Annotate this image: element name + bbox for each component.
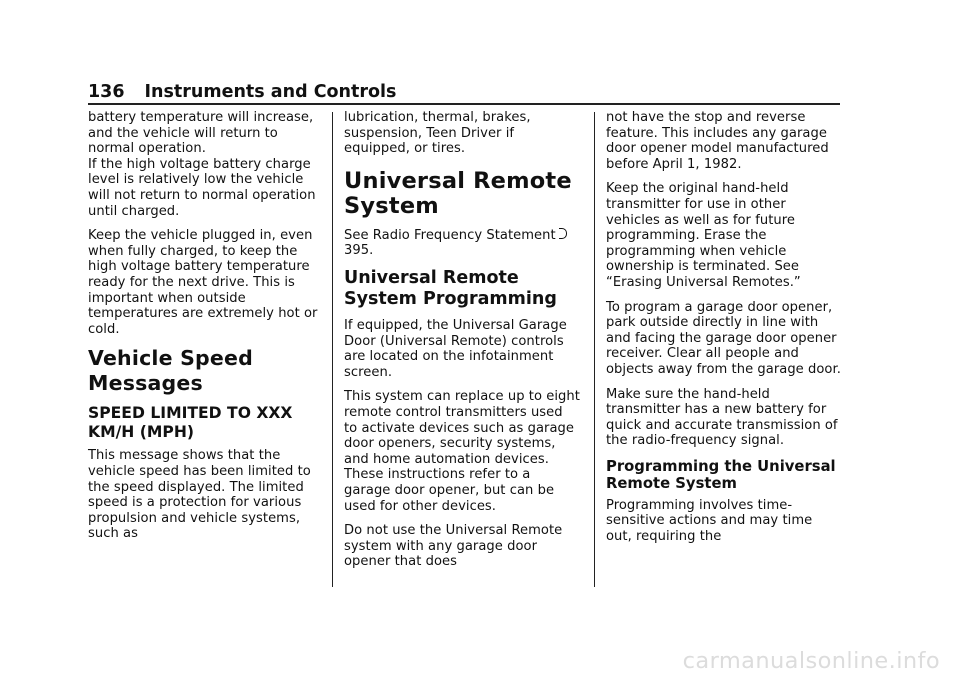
column-divider [594, 112, 595, 587]
paragraph [344, 228, 580, 259]
heading-vehicle-speed-messages: Vehicle Speed Messages [88, 346, 254, 395]
header-rule [88, 103, 840, 105]
section-title: Instruments and Controls [144, 82, 397, 102]
paragraph: This system can replace up to eight remote control transmitters used to activate devices such as garage door openers, security systems, and home automation devices. These instructions refer to a garage door opener, but can be used for other devices. [344, 389, 580, 514]
paragraph: not have the stop and reverse feature. This includes any garage door opener model manufactured before April 1, 1982. [606, 110, 829, 172]
see-reference-text: See Radio Frequency Statement [344, 227, 556, 243]
paragraph: battery temperature will increase, and the vehicle will return to normal operation. [88, 110, 314, 157]
column-2 [344, 110, 580, 579]
heading-universal-remote-system: Universal Remote System [344, 167, 572, 219]
watermark: carmanualsonline.info [682, 648, 940, 674]
paragraph: Do not use the Universal Remote system with any garage door opener that does [344, 523, 563, 570]
page-number: 136 [88, 82, 125, 102]
paragraph: To program a garage door opener, park outside directly in line with and facing the garage door opener receiver. Clear all people and objects away from the garage door. [606, 299, 841, 377]
heading-universal-remote-system-programming: Universal Remote System Programming [344, 267, 557, 309]
heading-programming-universal-remote: Programming the Universal Remote System [606, 457, 836, 492]
paragraph: If the high voltage battery charge level is relatively low the vehicle will not return to normal operation until charged. [88, 156, 316, 219]
paragraph: Make sure the hand-held transmitter has a new battery for quick and accurate transmission of the radio-frequency signal. [606, 386, 838, 449]
paragraph: lubrication, thermal, brakes, suspension, Teen Driver if equipped, or tires. [344, 110, 531, 157]
column-1 [88, 110, 324, 551]
paragraph: If equipped, the Universal Garage Door (Universal Remote) controls are located on the infotainment screen. [344, 317, 567, 380]
column-3 [606, 110, 842, 554]
column-divider [332, 112, 333, 587]
page-reference-link[interactable]: 395. [344, 243, 374, 259]
paragraph: Keep the original hand-held transmitter for use in other vehicles as well as for future programming. Erase the programming when vehicle ownership is terminated. See “Erasing Universal Remotes.” [606, 181, 801, 290]
paragraph: Programming involves time-sensitive actions and may time out, requiring the [606, 497, 813, 545]
page-header [88, 80, 840, 104]
heading-speed-limited: SPEED LIMITED TO XXX KM/H (MPH) [88, 404, 293, 442]
paragraph: This message shows that the vehicle speed has been limited to the speed displayed. The limited speed is a protection for various propulsion and vehicle systems, such as [88, 448, 311, 542]
paragraph: Keep the vehicle plugged in, even when fully charged, to keep the high voltage battery temperature ready for the next drive. This is important when outside temperatures are extremely hot or cold. [88, 228, 318, 337]
page-reference-icon [559, 228, 567, 239]
